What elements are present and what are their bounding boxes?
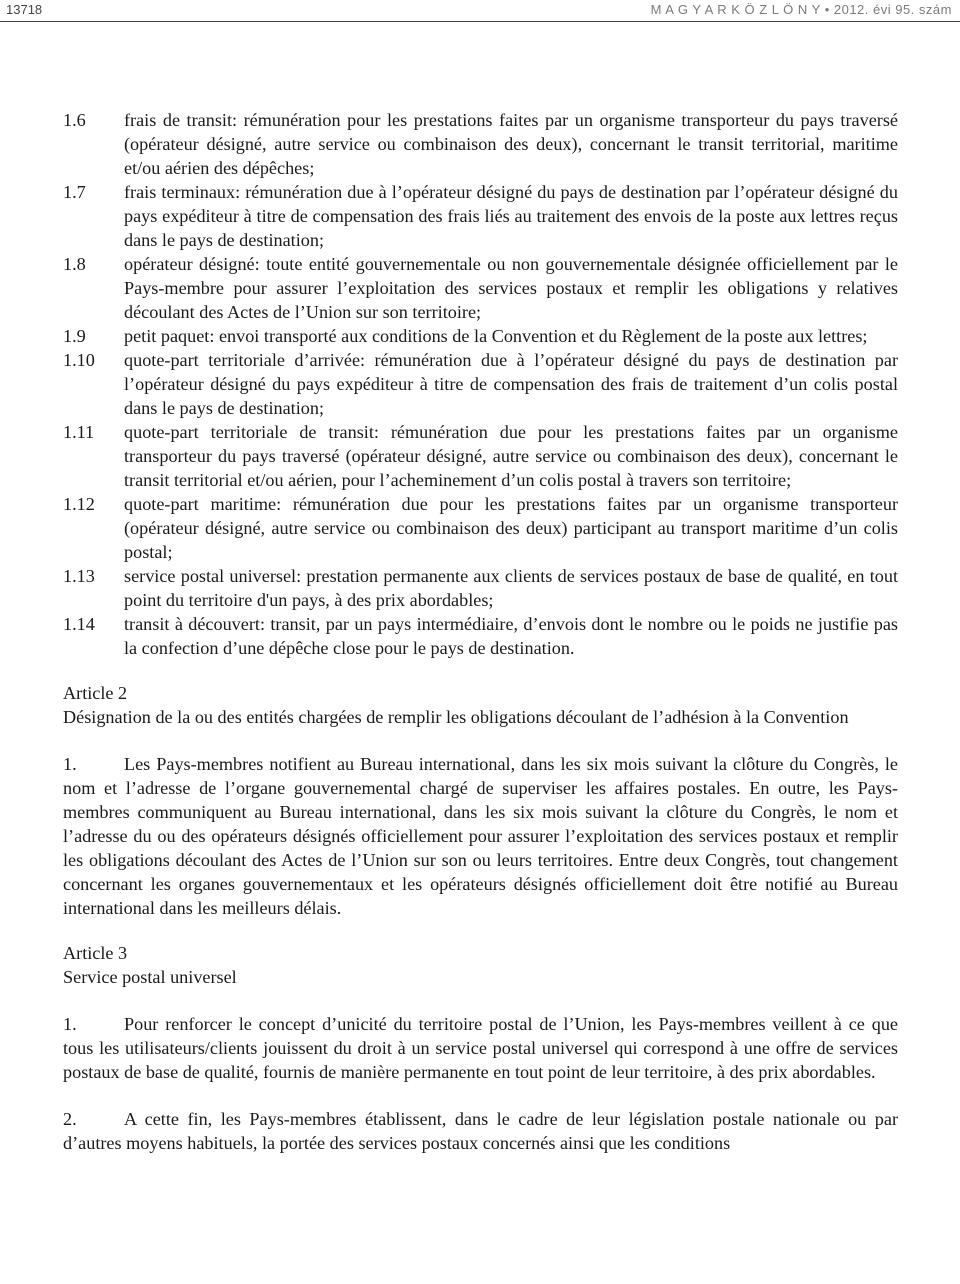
paragraph-number: 1. — [63, 754, 77, 774]
definition-text: service postal universel: prestation permanente aux clients de services postaux de base de qualité, en tout point du territoire d'un pays, à des prix abordables; — [124, 566, 898, 610]
definition-text: opérateur désigné: toute entité gouvernementale ou non gouvernementale désignée officiellement par le Pays-membre pour assurer l’exploitation des services postaux et remplir les obligations y relatives découlant des Actes de l’Union sur son territoire; — [124, 254, 898, 322]
definition-item — [63, 612, 898, 660]
definition-text: quote-part maritime: rémunération due pour les prestations faites par un organisme transporteur (opérateur désigné, autre service ou combinaison des deux) participant au transport maritime d’un colis postal; — [124, 494, 898, 562]
article-2-title: Article 2 — [63, 683, 128, 703]
paragraph-text: Pour renforcer le concept d’unicité du territoire postal de l’Union, les Pays-membres veillent à ce que tous les utilisateurs/clients jouissent du droit à un service postal universel qui correspond à une offre de services postaux de base de qualité, fournis de manière permanente en tout point de leur territoire, à des prix abordables. — [63, 1014, 898, 1082]
definition-number: 1.11 — [63, 422, 95, 442]
article-3-paragraph-1 — [63, 1012, 898, 1084]
definition-number: 1.10 — [63, 350, 95, 370]
paragraph-number: 2. — [63, 1109, 77, 1129]
definition-item — [63, 324, 898, 348]
article-2-paragraph-1 — [63, 752, 898, 920]
paragraph-number: 1. — [63, 1014, 77, 1034]
definitions-list — [63, 108, 898, 660]
definition-item — [63, 108, 898, 180]
definition-text: frais de transit: rémunération pour les prestations faites par un organisme transporteur du pays traversé (opérateur désigné, autre service ou combinaison des deux), concernant le transit territorial, maritime et/ou aérien des dépêches; — [124, 110, 898, 178]
definition-number: 1.9 — [63, 326, 86, 346]
definition-number: 1.6 — [63, 110, 86, 130]
article-3-subtitle: Service postal universel — [63, 967, 237, 987]
publication-title: M A G Y A R K Ö Z L Ö N Y • 2012. évi 95. szám — [650, 2, 952, 17]
definition-text: quote-part territoriale d’arrivée: rémunération due à l’opérateur désigné du pays de destination par l’opérateur désigné du pays expéditeur à titre de compensation des frais de traitement d’un colis postal dans le pays de destination; — [124, 350, 898, 418]
article-3-paragraph-2 — [63, 1107, 898, 1155]
definition-text: transit à découvert: transit, par un pays intermédiaire, d’envois dont le nombre ou le poids ne justifie pas la confection d’une dépêche close pour le pays de destination. — [124, 614, 898, 658]
header-rule — [0, 21, 960, 22]
page-header — [0, 0, 960, 22]
definition-item — [63, 564, 898, 612]
definition-text: frais terminaux: rémunération due à l’opérateur désigné du pays de destination par l’opérateur désigné du pays expéditeur à titre de compensation des frais liés au traitement des envois de la poste aux lettres reçus dans le pays de destination; — [124, 182, 898, 250]
definition-number: 1.8 — [63, 254, 86, 274]
definition-number: 1.12 — [63, 494, 95, 514]
definition-number: 1.13 — [63, 566, 95, 586]
page-number: 13718 — [6, 2, 43, 17]
definition-number: 1.7 — [63, 182, 86, 202]
definition-item — [63, 252, 898, 324]
definition-item — [63, 420, 898, 492]
definition-item — [63, 348, 898, 420]
paragraph-text: Les Pays-membres notifient au Bureau international, dans les six mois suivant la clôture du Congrès, le nom et l’adresse de l’organe gouvernemental chargé de superviser les affaires postales. En outre, les Pays-membres communiquent au Bureau international, dans les six mois suivant la clôture du Congrès, le nom et l’adresse du ou des opérateurs désignés officiellement pour assurer l’exploitation des services postaux et remplir les obligations découlant des Actes de l’Union sur son ou leurs territoires. Entre deux Congrès, tout changement concernant les organes gouvernementaux et les opérateurs désignés officiellement doit être notifié au Bureau international dans les meilleurs délais. — [63, 754, 898, 918]
definition-text: quote-part territoriale de transit: rémunération due pour les prestations faites par un organisme transporteur du pays traversé (opérateur désigné, autre service ou combinaison des deux), concernant le transit territorial et/ou aérien, pour l’acheminement d’un colis postal à travers son territoire; — [124, 422, 898, 490]
article-3-title: Article 3 — [63, 943, 128, 963]
page-content — [63, 108, 898, 1155]
article-2-subtitle: Désignation de la ou des entités chargées de remplir les obligations découlant de l’adhésion à la Convention — [63, 707, 849, 727]
paragraph-text: A cette fin, les Pays-membres établissent, dans le cadre de leur législation postale nationale ou par d’autres moyens habituels, la portée des services postaux concernés ainsi que les conditions — [63, 1109, 898, 1153]
definition-item — [63, 492, 898, 564]
definition-number: 1.14 — [63, 614, 95, 634]
definition-item — [63, 180, 898, 252]
definition-text: petit paquet: envoi transporté aux conditions de la Convention et du Règlement de la poste aux lettres; — [124, 326, 868, 346]
